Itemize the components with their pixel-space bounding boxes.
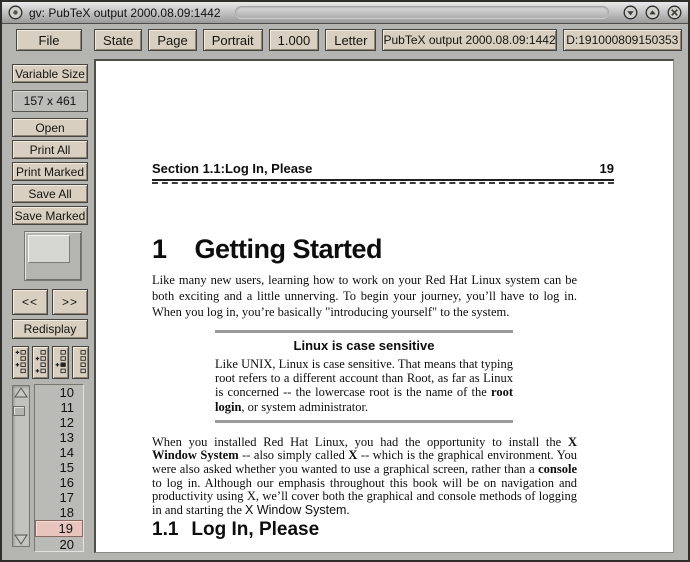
next-page-button[interactable]: >> [52,289,88,315]
page-list-item[interactable]: 14 [59,445,74,460]
window-controls [623,5,682,20]
note-rule-bottom [215,420,513,423]
toolbar [2,24,688,57]
page-list-scrollbar[interactable] [12,385,30,547]
titlebar-grip [235,6,610,19]
section-heading [152,519,614,541]
document-viewport[interactable] [94,59,674,553]
page-list-item[interactable]: 16 [59,475,74,490]
para-text: -- also simply called [238,448,349,463]
state-menu-button[interactable]: State [94,29,142,51]
page-list-item-selected[interactable]: 19 [35,520,83,537]
page-list-item[interactable]: 13 [59,430,74,445]
document-page[interactable] [96,61,673,552]
note-title: Linux is case sensitive [293,338,435,353]
para-text: -- which is the graphical environment. You were also asked whether you wanted to use a graphical screen, rather than a [152,448,577,476]
redisplay-button[interactable]: Redisplay [12,319,88,339]
chapter-number: 1 [152,234,167,264]
paragraph-intro: Like many new users, learning how to work on your Red Hat Linux system can be both exciting and a little unnerving. To begin your journey, you’ll have to log in. When you log in, you’re basically "introducing yourself" to the system. [152,273,577,319]
window-menu-icon[interactable] [8,5,23,20]
maximize-icon[interactable] [645,5,660,20]
page-list-item[interactable]: 15 [59,460,74,475]
print-marked-button[interactable]: Print Marked [12,162,88,181]
mark-current-page-button[interactable] [52,346,69,379]
section-number: 1.1 [152,519,179,541]
save-marked-button[interactable]: Save Marked [12,206,88,225]
pan-visible-region[interactable] [28,235,70,263]
section-title: Log In, Please [191,519,320,541]
sidebar [2,57,94,562]
unmark-all-pages-button[interactable] [72,346,89,379]
page-list [34,384,84,552]
scroll-up-icon[interactable] [13,386,29,399]
running-header-page-number: 19 [599,161,614,176]
para-text: to log in. Although our emphasis throughout this book will be on navigation and productivity using X, we’ll cover both the graphical and console methods of logging in and starting the [152,475,577,517]
para-text: When you installed Red Hat Linux, you had the opportunity to install the [152,434,568,449]
note-box [215,330,513,423]
paragraph-xwindow [152,436,577,518]
mark-even-pages-button[interactable] [32,346,49,379]
page-list-item[interactable]: 11 [60,400,74,415]
page-list-item[interactable]: 10 [59,385,74,400]
window-title: gv: PubTeX output 2000.08.09:1442 [29,5,221,20]
header-rule [152,179,614,181]
para-bold: X Window System [152,434,577,463]
running-header [152,161,614,176]
mark-even-icon [33,346,48,379]
document-title-panel: PubTeX output 2000.08.09:1442 [382,29,556,51]
main-area [2,57,688,562]
file-menu-button[interactable]: File [16,29,82,51]
minimize-icon[interactable] [623,5,638,20]
page-list-area [12,384,94,552]
page-content [152,61,614,541]
para-sans-term: X Window System [245,502,347,517]
note-rule-top [215,330,513,333]
page-list-item[interactable]: 17 [59,490,74,505]
close-icon[interactable] [667,5,682,20]
scrollbar-thumb[interactable] [13,406,25,416]
unmark-all-icon [73,346,88,379]
document-date-panel: D:191000809150353 [563,29,682,51]
note-body-text: Like UNIX, Linux is case sensitive. That means that typing root refers to a different account than Root, as far as Linux is concerned -- the lowercase root is the name of the [215,357,513,400]
para-bold: console [538,462,577,476]
open-button[interactable]: Open [12,118,88,137]
para-text: . [346,502,350,517]
page-list-item[interactable]: 20 [59,537,74,552]
note-body [215,357,513,414]
variable-size-button[interactable]: Variable Size [12,64,88,83]
note-body-bold: root login [215,385,513,414]
pan-thumbnail-widget[interactable] [24,231,82,281]
mark-odd-icon [13,346,28,379]
header-rule-dashed [152,182,614,184]
print-all-button[interactable]: Print All [12,140,88,159]
chapter-heading [152,236,614,263]
media-button[interactable]: Letter [325,29,376,51]
magnification-button[interactable]: 1.000 [269,29,320,51]
note-body-text: , or system administrator. [241,399,369,414]
page-list-item[interactable]: 12 [59,415,74,430]
save-all-button[interactable]: Save All [12,184,88,203]
mark-current-icon [53,346,68,379]
page-list-item[interactable]: 18 [59,505,74,520]
mark-odd-pages-button[interactable] [12,346,29,379]
titlebar [2,2,688,24]
orientation-button[interactable]: Portrait [203,29,263,51]
chapter-title: Getting Started [194,234,383,264]
prev-page-button[interactable]: << [12,289,48,315]
page-menu-button[interactable]: Page [148,29,196,51]
page-size-label: 157 x 461 [12,90,88,112]
scroll-down-icon[interactable] [13,533,29,546]
running-header-left: Section 1.1:Log In, Please [152,161,313,176]
page-mark-buttons [12,346,89,379]
para-bold: X [348,448,358,463]
